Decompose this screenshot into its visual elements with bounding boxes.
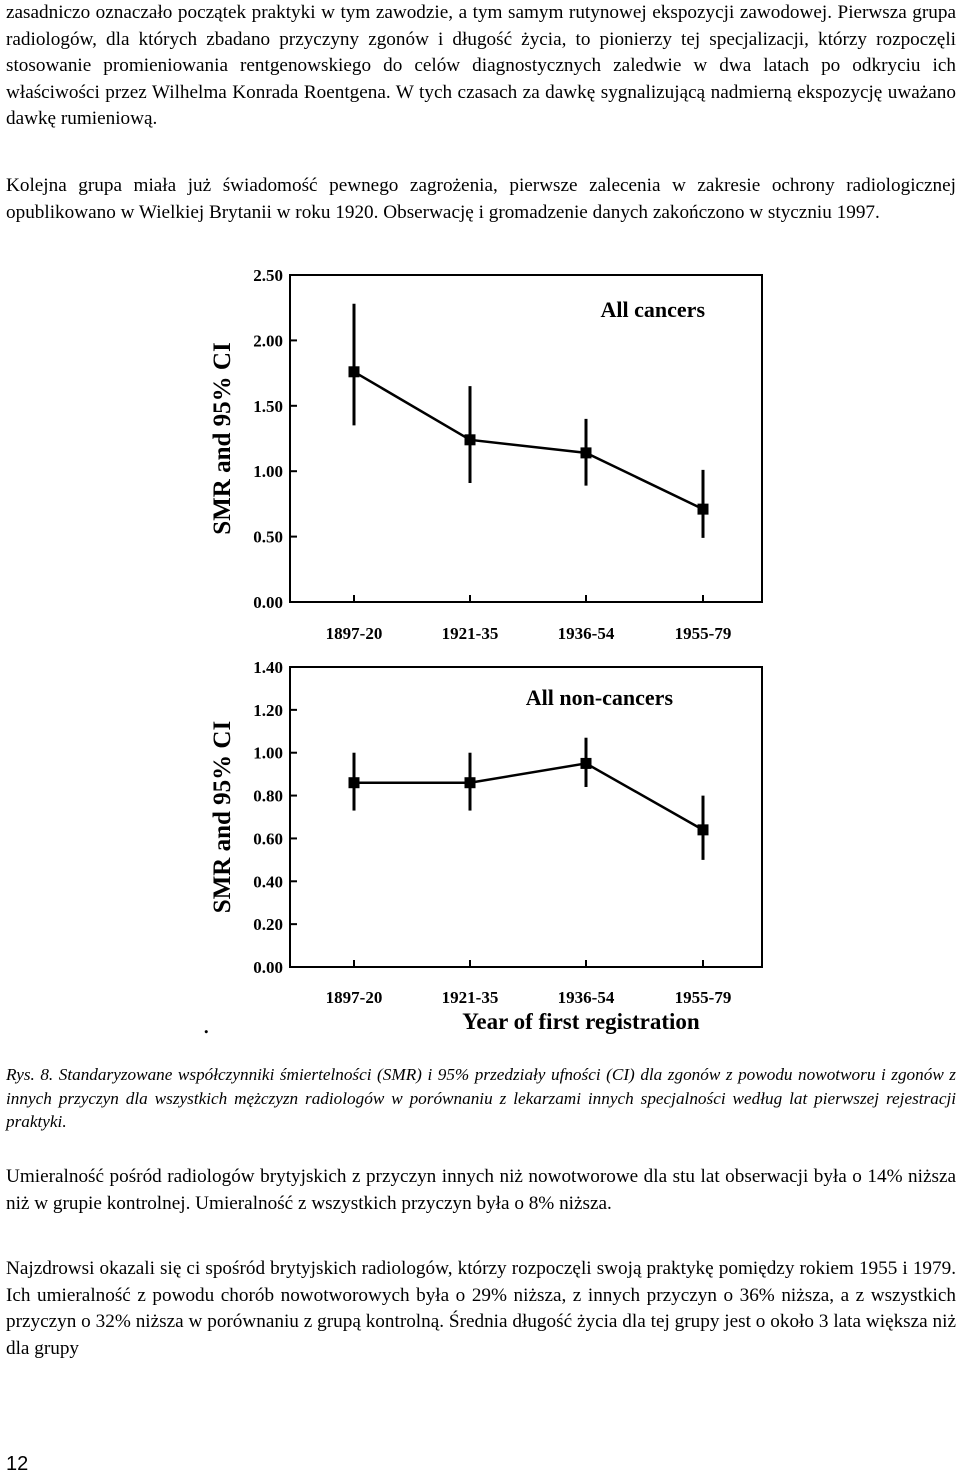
- y-tick-label: 1.40: [253, 658, 283, 677]
- y-tick-label: 2.50: [253, 266, 283, 285]
- y-axis-label: SMR and 95% CI: [209, 342, 236, 535]
- data-point: [581, 447, 592, 458]
- data-point: [349, 366, 360, 377]
- chart-title: All non-cancers: [525, 685, 673, 710]
- x-tick-label: 1955-79: [674, 988, 732, 1007]
- x-tick-label: 1897-20: [325, 988, 383, 1007]
- x-tick-label: 1921-35: [441, 624, 499, 643]
- chart-all-non-cancers: [0, 650, 960, 1045]
- figure-caption: Rys. 8. Standaryzowane współczynniki śmiertelności (SMR) i 95% przedziały ufności (CI) dla zgonów z powodu nowotworu i zgonów z innych przyczyn dla wszystkich mężczyzn radiologów w porównaniu z lekarzami innych specjalności według lat pierwszej rejestracji praktyki.: [6, 1065, 956, 1131]
- chart-all-non-cancers-svg: [0, 650, 960, 1045]
- y-tick-label: 1.50: [253, 396, 283, 416]
- chart-all-cancers-svg: [0, 262, 960, 662]
- y-tick-label: 2.00: [253, 331, 283, 351]
- y-axis-label: SMR and 95% CI: [209, 720, 236, 914]
- page-number: 12: [6, 1453, 29, 1475]
- y-tick-label: 0.20: [253, 915, 283, 935]
- data-point: [581, 758, 592, 769]
- x-tick-label: 1936-54: [557, 988, 615, 1007]
- y-tick-label: 1.20: [253, 700, 283, 720]
- plot-frame: [290, 275, 762, 602]
- paragraph-healthiest: Najzdrowsi okazali się ci spośród brytyjskich radiologów, którzy rozpoczęli swoją praktykę pomiędzy rokiem 1955 i 1979. Ich umieralność z powodu chorób nowotworowych była o 29% niższa, z innych przyczyn o 36% niższa, a z wszystkich przyczyn o 32% niższa w porównaniu z grupą kontrolną. Średnia długość życia dla tej grupy jest o około 3 lata większa niż dla grupy: [6, 1258, 956, 1359]
- data-point: [465, 434, 476, 445]
- y-tick-label: 0.50: [253, 527, 283, 547]
- y-tick-label: 0.00: [253, 958, 283, 977]
- y-tick-label: 0.80: [253, 786, 283, 806]
- x-axis-label: Year of first registration: [462, 1009, 700, 1034]
- y-tick-label: 1.00: [253, 462, 283, 482]
- x-tick-label: 1921-35: [441, 988, 499, 1007]
- paragraph-second-group: Kolejna grupa miała już świadomość pewnego zagrożenia, pierwsze zalecenia w zakresie ochrony radiologicznej opublikowano w Wielkiej Brytanii w roku 1920. Obserwację i gromadzenie danych zakończono w styczniu 1997.: [6, 175, 956, 223]
- series-line: [354, 763, 703, 829]
- x-tick-label: 1955-79: [674, 624, 732, 643]
- data-point: [698, 504, 709, 515]
- chart-title: All cancers: [600, 297, 705, 322]
- plot-frame: [290, 667, 762, 967]
- x-tick-label: 1897-20: [325, 624, 383, 643]
- y-tick-label: 1.00: [253, 743, 283, 763]
- y-tick-label: 0.60: [253, 829, 283, 849]
- y-tick-label: 0.00: [253, 593, 283, 612]
- chart-all-cancers: [0, 262, 960, 662]
- figure-dot: .: [203, 1010, 210, 1039]
- data-point: [465, 777, 476, 788]
- paragraph-intro: zasadniczo oznaczało początek praktyki w tym zawodzie, a tym samym rutynowej ekspozycji zawodowej. Pierwsza grupa radiologów, dla których zbadano przyczyny zgonów i długość życia, to pionierzy tej specjalizacji, którzy rozpoczęli stosowanie promieniowania rentgenowskiego do celów diagnostycznych zaledwie w dwa latach po odkryciu ich właściwości przez Wilhelma Konrada Roentgena. W tych czasach za dawkę sygnalizującą nadmierną ekspozycję uważano dawkę rumieniową.: [6, 2, 956, 129]
- series-line: [354, 372, 703, 509]
- x-tick-label: 1936-54: [557, 624, 615, 643]
- data-point: [349, 777, 360, 788]
- data-point: [698, 824, 709, 835]
- paragraph-mortality: Umieralność pośród radiologów brytyjskich z przyczyn innych niż nowotworowe dla stu lat obserwacji była o 14% niższa niż w grupie kontrolnej. Umieralność z wszystkich przyczyn była o 8% niższa.: [6, 1166, 956, 1214]
- y-tick-label: 0.40: [253, 872, 283, 892]
